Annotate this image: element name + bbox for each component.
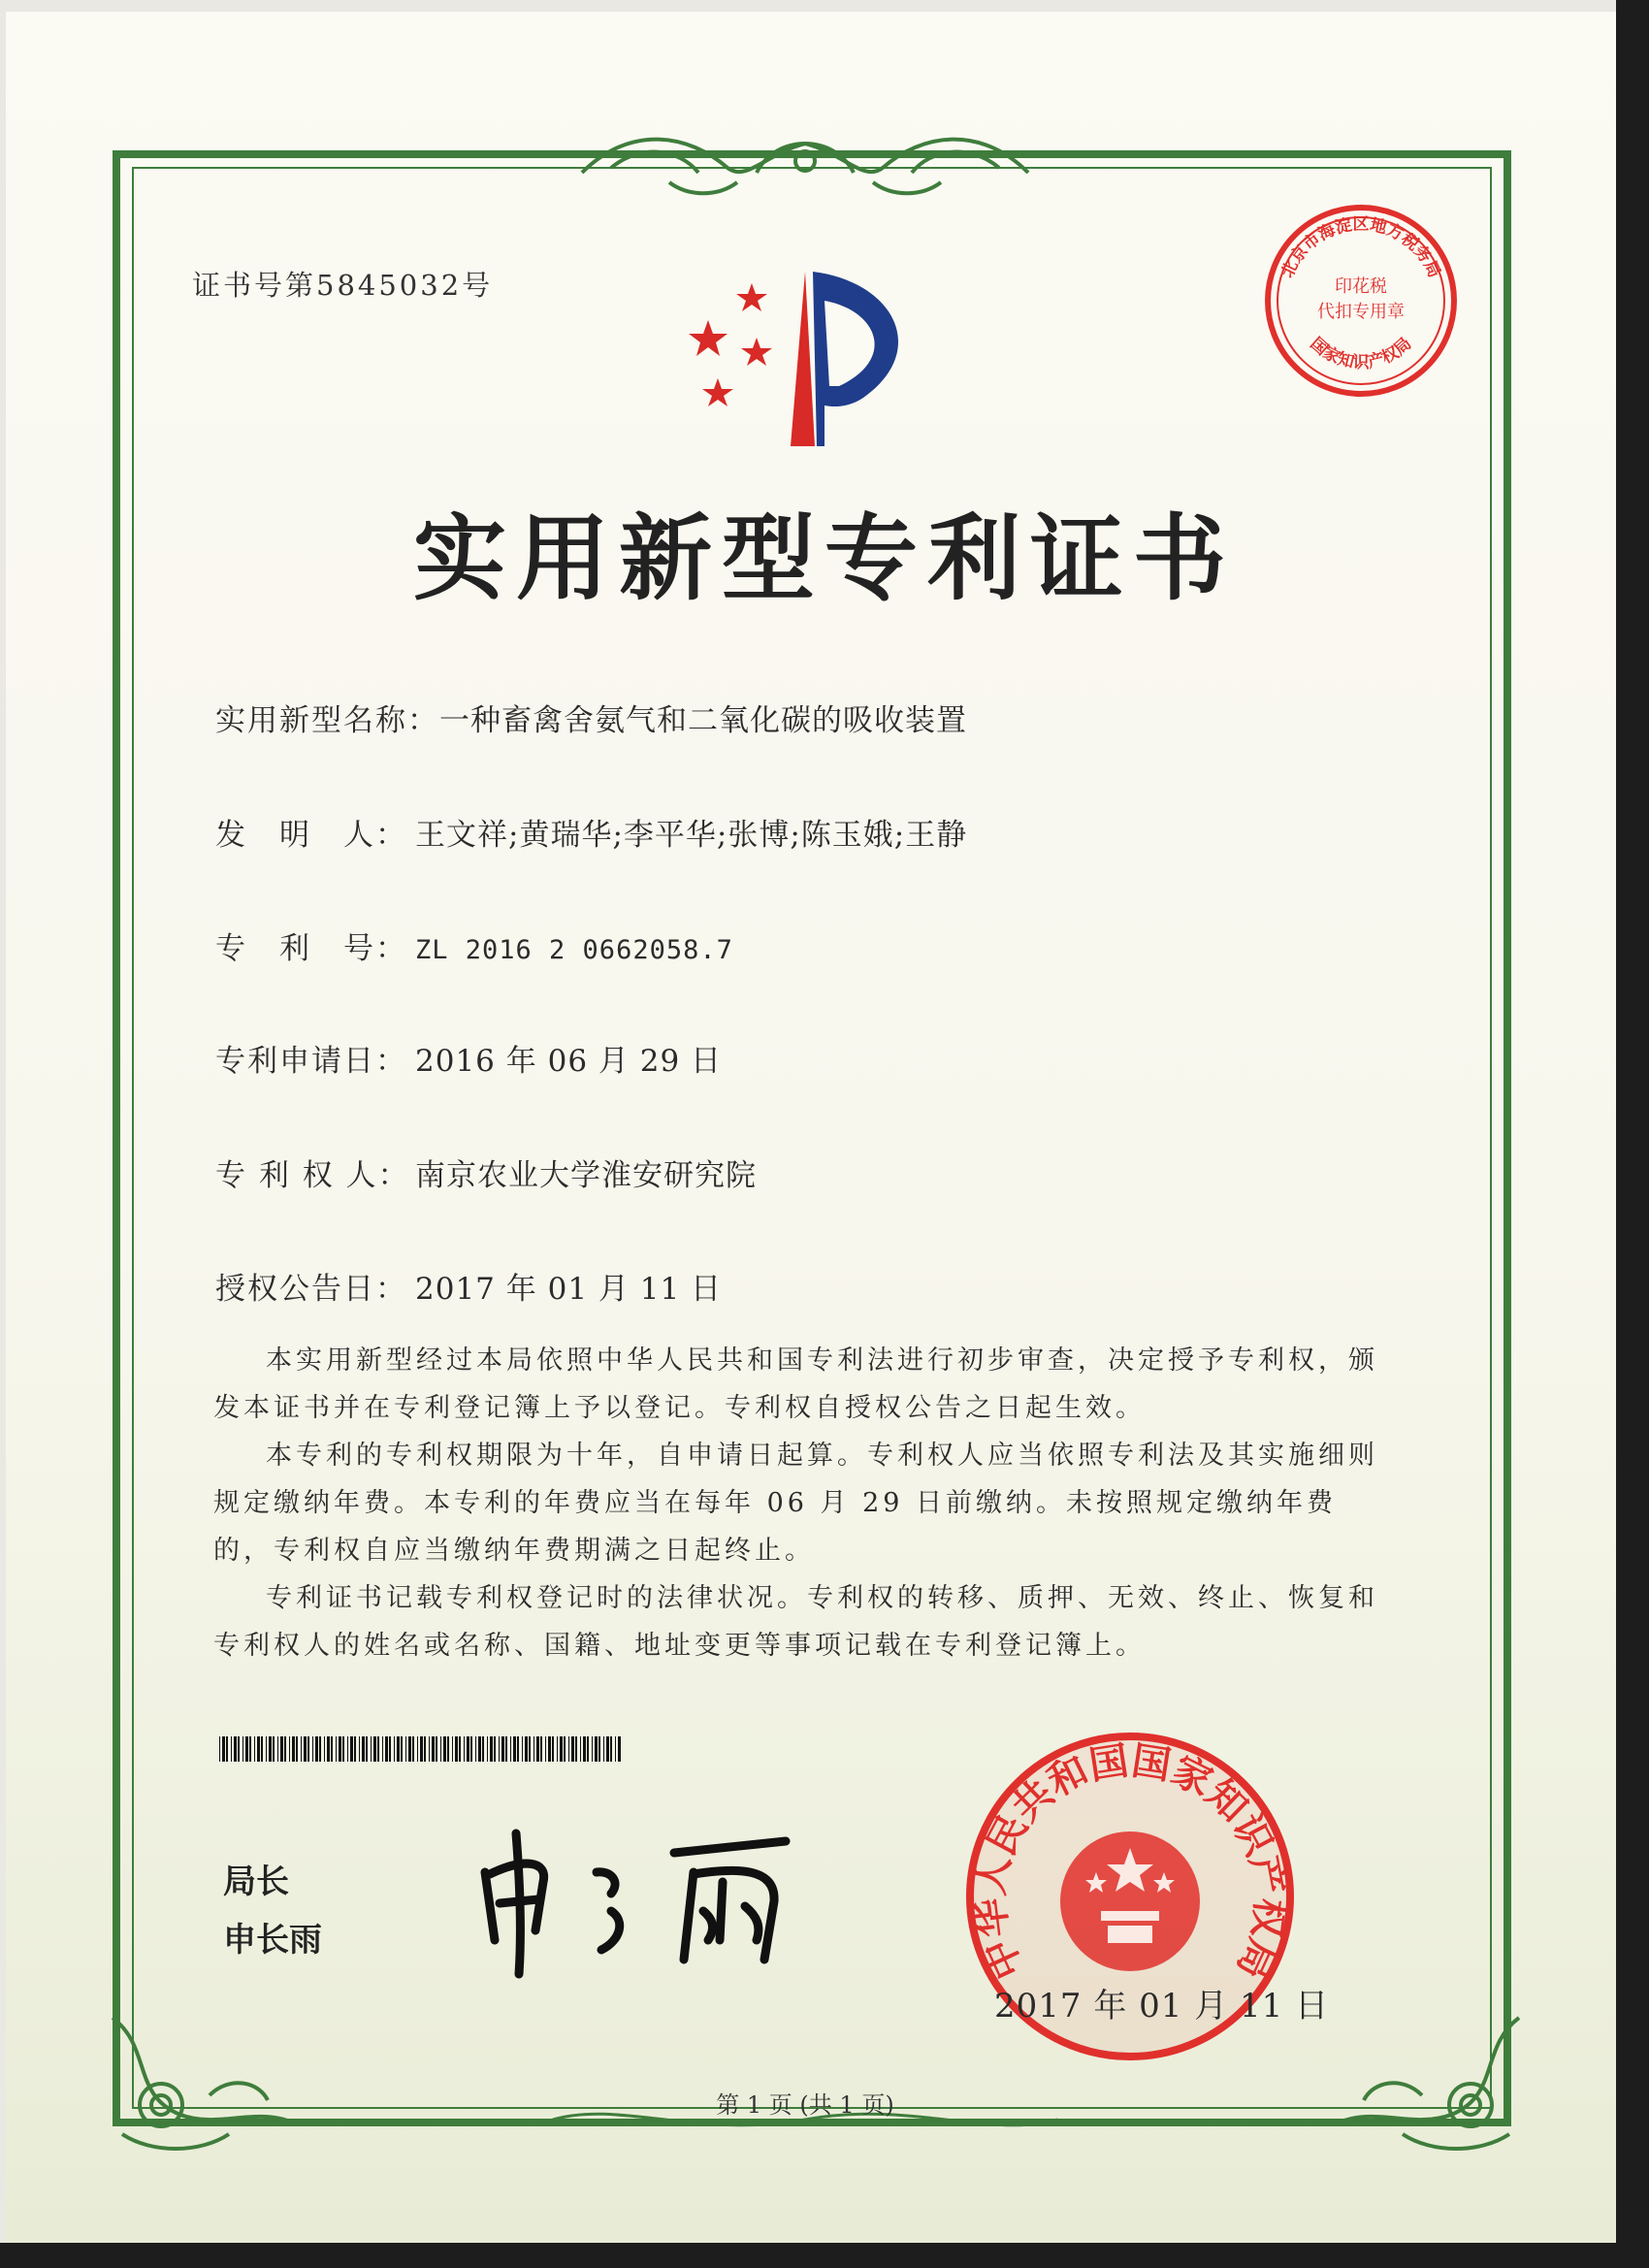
tax-seal-text: 北京市海淀区地方税务局: [1277, 214, 1444, 281]
tax-seal-inner-line-2: 代扣专用章: [1317, 302, 1405, 322]
field-label: 发 明 人：: [215, 818, 407, 853]
certificate-body-text: [213, 1337, 1382, 1669]
seal-date: 2017 年 01 月 11 日: [994, 1987, 1330, 2025]
tax-seal-inner-line-1: 印花税: [1335, 276, 1387, 297]
director-signature: [466, 1814, 815, 1979]
field-utility-model-name: [215, 696, 967, 739]
patent-office-logo-icon: [669, 262, 941, 456]
svg-text:国家知识产权局: [1307, 334, 1416, 373]
field-value: 王文祥;黄瑞华;李平华;张博;陈玉娥;王静: [415, 818, 968, 853]
page-number: 第 1 页 (共 1 页): [716, 2091, 894, 2119]
field-patentee: [215, 1150, 757, 1194]
field-value: 南京农业大学淮安研究院: [415, 1158, 757, 1193]
field-grant-date: [215, 1264, 722, 1308]
bottom-right-floral-ornament: [1315, 1989, 1538, 2163]
field-value: 2016 年 06 月 29 日: [415, 1044, 723, 1079]
tax-stamp-seal: [1259, 199, 1463, 403]
field-value: ZL 2016 2 0662058.7: [415, 935, 733, 965]
certificate-title: 实用新型专利证书: [413, 504, 1236, 613]
body-paragraph: 本实用新型经过本局依照中华人民共和国专利法进行初步审查，决定授予专利权，颁发本证书并在专利登记簿上予以登记。专利权自授权公告之日起生效。: [213, 1345, 1378, 1423]
field-label: 实用新型名称：: [215, 703, 439, 738]
director-block: [223, 1853, 322, 1969]
barcode: [219, 1736, 627, 1762]
field-application-date: [215, 1036, 722, 1080]
director-title: 局长: [223, 1863, 289, 1901]
body-paragraph: 专利证书记载专利权登记时的法律状况。专利权的转移、质押、无效、终止、恢复和专利权人的姓名或名称、国籍、地址变更等事项记载在专利登记簿上。: [213, 1583, 1378, 1661]
field-label: 专 利 号：: [215, 931, 407, 966]
field-label: 专 利 权 人：: [215, 1158, 410, 1193]
scan-edge-bottom: [0, 2243, 1649, 2268]
scan-edge-right: [1616, 0, 1649, 2268]
field-label: 授权公告日：: [215, 1272, 407, 1307]
main-seal-text: 中华人民共和国国家知识产权局: [967, 1738, 1293, 1986]
field-label: 专利申请日：: [215, 1044, 407, 1079]
bottom-left-floral-ornament: [93, 1989, 316, 2163]
top-floral-ornament: [572, 114, 1038, 202]
field-value: 一种畜禽舍氨气和二氧化碳的吸收装置: [439, 703, 967, 738]
field-patent-number: [215, 923, 733, 967]
field-value: 2017 年 01 月 11 日: [415, 1272, 723, 1307]
body-paragraph: 本专利的专利权期限为十年，自申请日起算。专利权人应当依照专利法及其实施细则规定缴纳年费。本专利的年费应当在每年 06 月 29 日前缴纳。未按照规定缴纳年费的，专利权自应当缴纳年费期满之日起终止。: [213, 1441, 1378, 1566]
tax-seal-bottom-text: 国家知识产权局: [1306, 334, 1416, 373]
director-name: 申长雨: [223, 1921, 322, 1960]
certificate-number: 证书号第5845032号: [192, 269, 494, 302]
field-inventors: [215, 810, 967, 854]
